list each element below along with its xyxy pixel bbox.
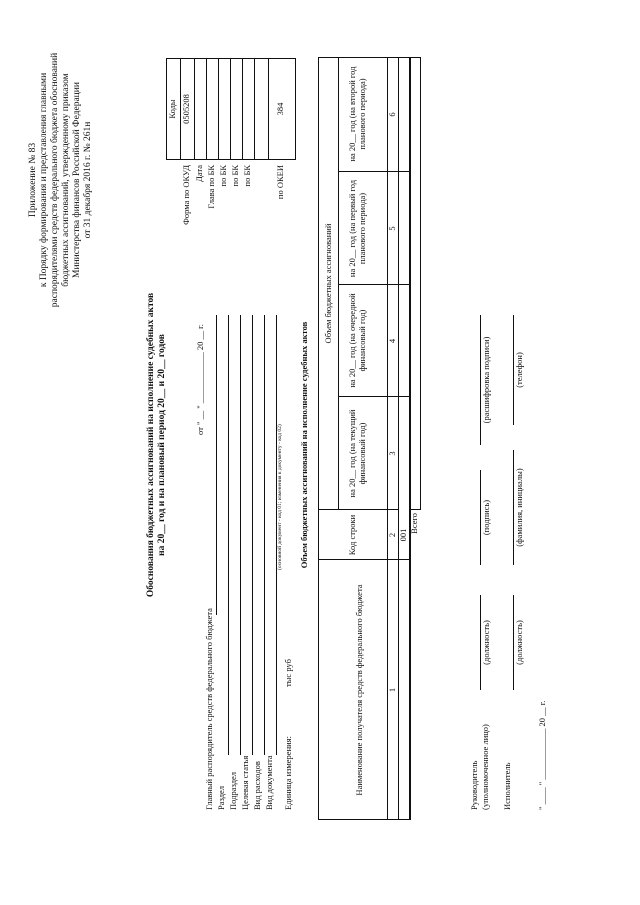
codes-label-bk: по БК <box>242 165 252 187</box>
col-number: 1 <box>387 687 397 693</box>
header-recipient: Наименование получателя средств федерального бюджета <box>354 584 364 796</box>
row-code: 001 <box>398 528 408 542</box>
field-line <box>252 315 253 755</box>
field-label-grbs: Главный распорядитель средств федерального бюджета <box>204 608 214 810</box>
appendix-line: к Порядку формирования и представления главными <box>38 72 49 288</box>
codes-divider <box>194 58 195 160</box>
col-number: 4 <box>387 338 397 344</box>
caption: (фамилия, инициалы) <box>514 468 524 547</box>
appendix-title: Приложение № 83 <box>28 142 38 218</box>
unit-value: тыс руб <box>283 659 293 687</box>
col-number: 3 <box>387 451 397 456</box>
document-title <box>146 275 168 615</box>
field-line <box>240 315 241 755</box>
title-line-1: Обоснования бюджетных ассигнований на исполнение судебных актов <box>146 292 156 598</box>
signature-date: " ____ " ____________ 20 __ г. <box>537 700 547 810</box>
caption: (подпись) <box>481 499 491 536</box>
header-code: Код строки <box>347 514 357 556</box>
field-line <box>216 315 217 615</box>
field-label-target: Целевая статья <box>240 755 250 810</box>
caption: (должность) <box>514 620 524 665</box>
header-plan-year-1: на 20__ год (на первый год планового периода) <box>347 179 367 278</box>
col-number: 6 <box>387 112 397 117</box>
col-divider <box>338 396 410 397</box>
codes-label-bk: по БК <box>230 165 240 187</box>
codes-divider <box>254 58 255 160</box>
appendix-block <box>28 15 94 345</box>
col-number: 2 <box>387 532 397 538</box>
row-divider <box>338 57 339 510</box>
codes-label-date: Дата <box>194 165 204 182</box>
header-plan-year-2: на 20__ год (на второй год планового периода) <box>347 66 367 162</box>
head-sub: (уполномоченное лицо) <box>480 724 490 810</box>
codes-label-bk: по БК <box>218 165 228 187</box>
field-line <box>264 315 265 755</box>
codes-divider <box>230 58 231 160</box>
codes-header: Коды <box>167 99 177 119</box>
field-label-razdel: Раздел <box>216 785 226 810</box>
codes-divider <box>218 58 219 160</box>
appendix-line: от 31 декабря 2016 г. № 261н <box>82 121 93 239</box>
title-line-2: на 20__ год и на плановый период 20__ и 20__ годов <box>156 334 167 556</box>
table-title: Объем бюджетных ассигнований на исполнение судебных актов <box>299 321 309 569</box>
header-next-year: на 20__ год (на очередной финансовый год) <box>347 293 367 388</box>
field-label-podrazdel: Подраздел <box>228 771 238 810</box>
okud-code: 0505208 <box>181 94 191 124</box>
codes-label-okud: Форма по ОКУД <box>181 165 191 225</box>
header-group: Объем бюджетных ассигнований <box>323 223 333 344</box>
total-row <box>410 57 421 510</box>
head-label: Руководитель <box>469 760 479 810</box>
caption: (расшифровка подписи) <box>481 336 491 424</box>
caption: (должность) <box>481 620 491 665</box>
exec-label: Исполнитель <box>502 762 512 810</box>
header-current-year: на 20__ год (на текущий финансовый год) <box>347 409 367 498</box>
field-label-doctype: Вид документа <box>264 755 274 810</box>
appendix-line: распорядителями средств федерального бюджета обоснований <box>49 52 60 308</box>
field-label-expense: Вид расходов <box>252 761 262 810</box>
codes-label-glava: Глава по БК <box>206 165 216 209</box>
col-number: 5 <box>387 226 397 231</box>
date-line: от " __ " ____________ 20 __ г. <box>195 324 205 435</box>
unit-label: Единица измерения: <box>283 736 293 810</box>
total-label: Всего <box>409 513 419 534</box>
appendix-line: Министерства финансов Российской Федерации <box>71 82 82 278</box>
codes-divider <box>268 58 269 160</box>
col-divider <box>338 284 410 285</box>
doc-type-hint: (основной документ - код 01; изменения к документу - код 02) <box>277 424 283 570</box>
codes-divider <box>242 58 243 160</box>
codes-label-okei: по ОКЕИ <box>275 165 285 200</box>
field-line <box>228 315 229 755</box>
codes-divider <box>206 58 207 160</box>
caption: (телефон) <box>514 352 524 388</box>
okei-code: 384 <box>275 102 285 116</box>
appendix-line: бюджетных ассигнований, утвержденному приказом <box>60 73 71 287</box>
row-divider <box>398 57 399 820</box>
col-divider <box>338 171 410 172</box>
